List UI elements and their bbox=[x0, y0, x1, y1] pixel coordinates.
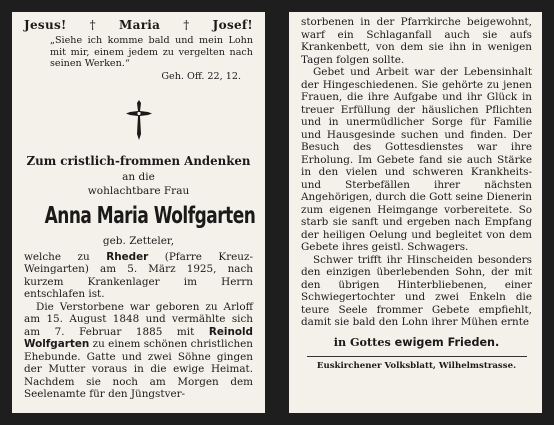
cross-icon bbox=[126, 100, 152, 140]
death-paragraph: welche zu Rheder (Pfarre Kreuz-Weingarten) am 5. März 1925, nach kurzem Krankenlager im Herrn entschlafen ist. bbox=[24, 250, 253, 300]
memorial-title: Zum cristlich-frommen Andenken bbox=[26, 153, 251, 168]
invocation-maria: Maria bbox=[119, 18, 161, 32]
biography-front bbox=[24, 251, 253, 401]
invocation-header bbox=[24, 18, 253, 32]
death-place: Rheder bbox=[106, 250, 149, 263]
life-paragraph: Die Verstorbene war geboren zu Arloff am 15. August 1848 und vermählte sich am 7. Februar 1885 mit Reinold Wolfgarten zu einem schönen christlichen Ehebunde. Gatte und zwei Söhne gingen der Mutter voraus in die ewige Heimat. Nachdem sie noch am Morgen dem Seelenamte für den Jüngstver- bbox=[24, 300, 253, 400]
biography-back bbox=[301, 16, 532, 329]
invocation-jesus: Jesus! bbox=[24, 18, 67, 32]
dagger-icon: † bbox=[89, 18, 96, 32]
husband-name: Reinold Wolfgarten bbox=[24, 325, 253, 350]
honorific-line: wohlachtbare Frau bbox=[87, 184, 190, 197]
divider bbox=[307, 356, 527, 357]
card-paper-back bbox=[289, 12, 542, 413]
memorial-card-back bbox=[277, 0, 554, 425]
deceased-name: Anna Maria Wolfgarten bbox=[44, 202, 256, 229]
dedication-line: an die bbox=[122, 170, 155, 183]
printer-imprint: Euskirchener Volksblatt, Wilhelmstrasse. bbox=[316, 360, 517, 371]
illness-paragraph: storbenen in der Pfarrkirche beigewohnt, warf ein Schlaganfall auch sie aufs Krankenbett, von dem sie ihn in wenigen Tagen folgen sollte. bbox=[301, 16, 532, 66]
verse-reference: Geh. Off. 22, 12. bbox=[161, 70, 241, 82]
maiden-name: geb. Zetteler, bbox=[102, 234, 175, 247]
closing-blessing: in Gottes ewigem Frieden. bbox=[333, 334, 500, 349]
closing-blessing-emphasis: ewigem Frieden. bbox=[394, 335, 500, 349]
invocation-josef: Josef! bbox=[212, 18, 253, 32]
bible-verse: „Siehe ich komme bald und mein Lohn mit mir, einem jedem zu vergelten nach seinen Werken.“ bbox=[50, 35, 253, 69]
character-paragraph: Gebet und Arbeit war der Lebensinhalt der Hingeschiedenen. Sie gehörte zu jenen Frauen, die ihre Aufgabe und ihr Glück in treuer Erfüllung der häuslichen Pflichten und in unermüdlicher Sorge für Familie und Hausgesinde suchen und finden. Der Besuch des Gottesdienstes war ihre Erholung. Im Gebete fand sie auch Stärke in den vielen und schweren Krankheits- und Sterbefällen ihrer nächsten Angehörigen, durch die Gott seine Dienerin zum eigenen Heimgange vorbereitete. So starb sie sanft und ergeben nach Empfang der heiligen Oelung und begleitet von dem Gebete ihres geistl. Schwagers. bbox=[301, 66, 532, 253]
card-paper-front bbox=[12, 12, 265, 413]
survivors-paragraph: Schwer trifft ihr Hinscheiden besonders den einzigen überlebenden Sohn, der mit den übrigen Hinterbliebenen, einer Schwiegertochter und zwei Enkeln die teure Seele frommer Gebete empfiehlt, damit sie bald den Lohn ihrer Mühen ernte bbox=[301, 253, 532, 328]
dagger-icon: † bbox=[183, 18, 190, 32]
